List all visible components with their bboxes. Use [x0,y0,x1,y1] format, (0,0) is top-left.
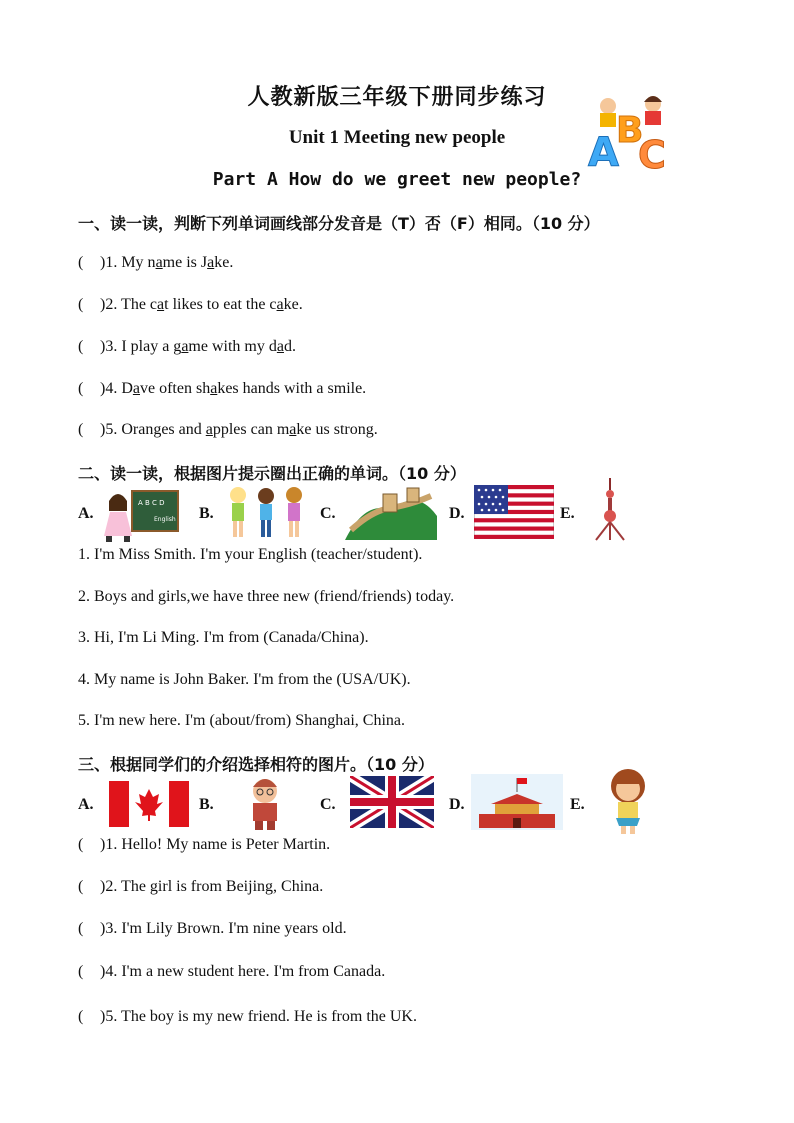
teacher-blackboard-image [98,485,182,543]
logo-letter-b: B [616,110,644,151]
answer-paren[interactable]: ( [78,1008,84,1025]
boy-with-glasses-image [240,775,290,831]
board-word: English [154,516,176,523]
oriental-pearl-tower-image [590,478,630,542]
answer-paren[interactable]: ( [78,421,84,438]
abc-kids-logo [586,92,678,172]
s2-question-3: 3. Hi, I'm Li Ming. I'm from (Canada/China). [78,629,369,646]
section-2-heading: 二、读一读，根据图片提示圈出正确的单词。（10 分） [78,464,466,483]
answer-paren[interactable]: ( [78,296,84,313]
answer-paren[interactable]: ( [78,380,84,397]
s2-question-5: 5. I'm new here. I'm (about/from) Shanghai, China. [78,712,406,729]
s2-question-4: 4. My name is John Baker. I'm from the (USA/UK). [78,671,411,688]
s1-question-2: ( )2. The cat likes to eat the cake. [78,296,303,313]
uk-flag-image [350,776,434,828]
s2-question-1: 1. I'm Miss Smith. I'm your English (teacher/student). [78,546,423,563]
tiananmen-image [471,774,563,830]
s3-question-3: ( )3. I'm Lily Brown. I'm nine years old. [78,920,347,937]
answer-paren[interactable]: ( [78,878,84,895]
board-letters: A B C D [138,499,165,507]
unit-subtitle: Unit 1 Meeting new people [288,127,506,148]
answer-paren[interactable]: ( [78,254,84,271]
logo-letter-a: A [588,130,619,172]
s2-question-2: 2. Boys and girls,we have three new (friend/friends) today. [78,588,455,605]
s2-option-e-label: E. [560,505,575,522]
s3-option-a-label: A. [78,796,94,813]
girl-image [598,764,658,836]
logo-letter-c: C [638,133,666,172]
s3-option-e-label: E. [570,796,585,813]
s1-question-1: ( )1. My name is Jake. [78,254,234,271]
answer-paren[interactable]: ( [78,920,84,937]
canada-flag-image [109,781,189,827]
page-title: 人教新版三年级下册同步练习 [247,85,547,110]
usa-flag-image [474,485,554,539]
s2-option-d-label: D. [449,505,465,522]
s2-option-c-label: C. [320,505,336,522]
s1-question-3: ( )3. I play a game with my dad. [78,338,296,355]
answer-paren[interactable]: ( [78,338,84,355]
s3-option-d-label: D. [449,796,465,813]
part-heading: Part A How do we greet new people? [212,169,582,190]
section-1-heading: 一、读一读，判断下列单词画线部分发音是（T）否（F）相同。（10 分） [78,214,600,233]
great-wall-image [345,486,437,540]
s3-option-b-label: B. [199,796,214,813]
section-3-heading: 三、根据同学们的介绍选择相符的图片。（10 分） [78,755,434,774]
s3-question-5: ( )5. The boy is my new friend. He is from the UK. [78,1008,417,1025]
answer-paren[interactable]: ( [78,963,84,980]
three-friends-image [222,483,310,541]
s3-question-4: ( )4. I'm a new student here. I'm from Canada. [78,963,386,980]
s2-option-b-label: B. [199,505,214,522]
s3-question-1: ( )1. Hello! My name is Peter Martin. [78,836,331,853]
s3-question-2: ( )2. The girl is from Beijing, China. [78,878,324,895]
answer-paren[interactable]: ( [78,836,84,853]
s2-option-a-label: A. [78,505,94,522]
s1-question-4: ( )4. Dave often shakes hands with a smile. [78,380,367,397]
s3-option-c-label: C. [320,796,336,813]
s1-question-5: ( )5. Oranges and apples can make us strong. [78,421,378,438]
